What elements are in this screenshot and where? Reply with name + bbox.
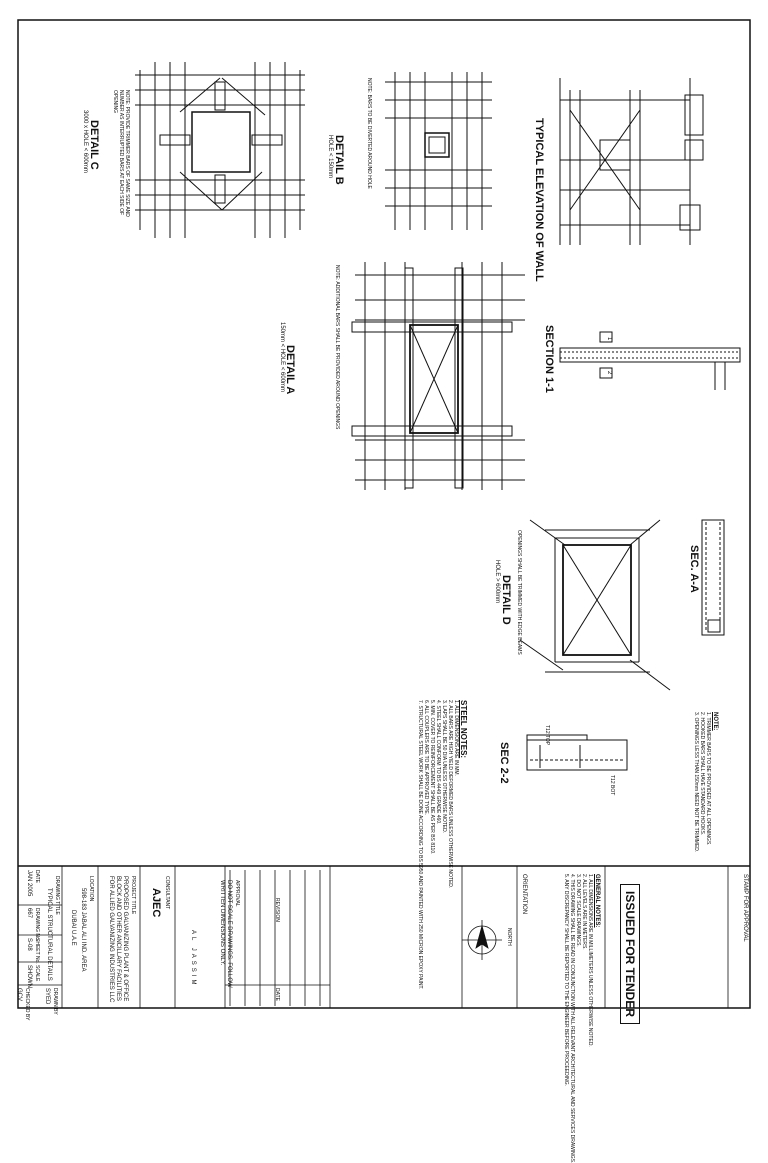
steel-note-3: 3. LAPS SHALL BE 50 DIA UNLESS OTHERWISE NOTED. [441,700,447,834]
trimming-notes-title: NOTE: [712,712,718,731]
north-label: NORTH [506,928,512,946]
steel-notes-title: STEEL NOTES: [459,700,468,759]
field-sheet-no-value: S-08 [26,938,32,951]
general-notes [563,874,600,1163]
general-note-1: 1. ALL DIMENSIONS ARE IN MILLIMETERS UNLESS OTHERWISE NOTED. [587,874,593,1047]
steel-notes [417,700,468,989]
trimming-note-1: 1. TRIMMER BARS TO BE PROVIDED AT ALL OPENINGS. [705,712,711,846]
detail-a-drawing [352,262,525,490]
approval-label: APPROVAL [234,880,240,907]
detail-c-subtitle: 3000 x HOLE < 600mm [82,110,88,173]
location-city: DUBAI U.A.E [70,910,76,946]
detail-b-title: DETAIL B [333,135,345,185]
general-note-5: 5. ANY DISCREPANCY SHALL BE REPORTED TO THE ENGINEER BEFORE PROCEEDING. [563,874,569,1087]
consultant-sub: AL JASSIM [190,930,196,988]
detail-c-title: DETAIL C [88,120,100,170]
detail-a-note: NOTE: ADDITIONAL BARS SHALL BE PROVIDED AROUND OPENINGS [334,265,340,430]
date-label: DATE [274,988,280,1001]
wall-elevation-drawing [560,78,703,245]
steel-note-4: 4. STEEL SHALL CONFORM TO BS 4449 GRADE 460. [435,700,441,825]
field-drawn-by-label: DRAWN BY [52,988,58,1015]
general-notes-title: GENERAL NOTES: [594,874,600,928]
consultant-label: CONSULTANT [164,876,170,910]
detail-d-drawing [520,520,670,690]
tag-1: 1 [606,337,612,341]
detail-b-note: NOTE: BARS TO BE DIVERTED AROUND HOLE [366,78,372,189]
field-checked-by-label: CHECKED BY [24,988,30,1021]
drawing-title: TYPICAL STRUCTURAL DETAILS [46,888,52,981]
steel-note-6: 6. ALL COUPLERS ARE TO BE APPROVED TYPE. [423,700,429,816]
project-label: PROJECT TITLE [130,876,136,915]
section-1-drawing [560,332,740,390]
trimming-notes [693,712,718,852]
trimming-note-2: 2. HOOKED BARS SHALL HAVE STANDARD HOOKS. [699,712,705,836]
approval-stamp-label: STAMP FOR APPROVAL [742,874,748,942]
issued-for-tender-stamp: ISSUED FOR TENDER [620,884,640,1024]
detail-d-title: DETAIL D [500,575,512,625]
orientation-label: ORIENTATION [521,874,527,915]
field-checked-by-value: GCV [16,988,22,1002]
project-title: PROPOSED GALVANIZING PLANT & OFFICE BLOCK AND OTHER ANCILLARY FACILITIES FOR ALLIED GALVANIZING INDUSTRIES LLC [108,876,128,1003]
field-date-value: JAN 2005 [26,870,32,897]
field-scale-label: SCALE [34,965,40,982]
sec-2-2-title: SEC 2-2 [498,742,510,784]
detail-c-drawing [135,62,305,238]
detail-a-title: DETAIL A [284,345,296,395]
detail-d-note: OPENINGS SHALL BE TRIMMED WITH EDGE BEAMS [516,530,522,655]
revision-label: REVISION [274,898,280,922]
bar-label-bottom: T12 BOT [609,775,615,796]
field-drawn-by-value: SYED [44,988,50,1005]
field-drawing-no-value: 667 [26,908,32,919]
sec-a-a-drawing [702,520,724,635]
steel-note-1: 1. ALL DIMENSIONS ARE IN MM. [453,700,459,776]
field-date-label: DATE [34,870,40,883]
detail-b-subtitle: HOLE < 150mm [327,135,333,179]
consultant-logo: AJEC [150,888,162,918]
detail-c-note: NOTE: PROVIDE TRIMMER BARS OF SAME SIZE AND NUMBER AS INTERRUPTED BARS AT EACH SIDE OF OPENING [112,90,130,217]
sec-2-2-drawing [527,735,627,770]
steel-note-5: 5. MIN. COVER TO REINFORCEMENT SHALL BE AS PER BS 8110. [429,700,435,855]
trimming-note-3: 3. OPENINGS LESS THAN 150mm NEED NOT BE TRIMMED. [693,712,699,853]
tag-2: 2 [606,371,612,375]
location-text: 598-183 JABAL ALI IND. AREA [80,888,86,972]
steel-note-7: 7. STRUCTURAL STEEL WORK SHALL BE DONE ACCORDING TO BS 5950 AND PAINTED WITH 250 MICRON EPOXY PAINT. [417,700,423,990]
general-note-2: 2. ALL LEVELS ARE IN METERS. [581,874,587,950]
general-note-4: 4. THIS DRAWING SHALL BE READ IN CONJUNCTION WITH ALL RELEVANT ARCHITECTURAL AND SERVICES DRAWINGS. [569,874,575,1163]
north-arrow-icon [462,920,502,960]
detail-b-drawing [385,72,492,230]
field-drawing-no-label: DRAWING No. [34,908,40,942]
field-sheet-no-label: SHEET No. [34,938,40,964]
drawing-title-label: DRAWING TITLE [54,876,60,915]
section-1-title: SECTION 1-1 [543,325,555,393]
general-note-3: 3. DO NOT SCALE DRAWINGS. [575,874,581,947]
location-label: LOCATION [88,876,94,902]
detail-a-subtitle: 150mm < HOLE < 600mm [279,322,285,393]
steel-note-2: 2. ALL BARS ARE HIGH YIELD DEFORMED BARS UNLESS OTHERWISE NOTED. [447,700,453,889]
field-scale-value: SHOWN [26,965,32,988]
bar-label-top: T12 TOP [544,725,550,746]
approval-text: DO NOT SCALE DRAWINGS. FOLLOW WRITTEN DIMENSIONS ONLY. [219,880,232,988]
detail-d-subtitle: HOLE > 600mm [494,560,500,604]
sec-a-a-title: SEC. A-A [688,545,700,593]
wall-elevation-title: TYPICAL ELEVATION OF WALL [533,118,545,282]
